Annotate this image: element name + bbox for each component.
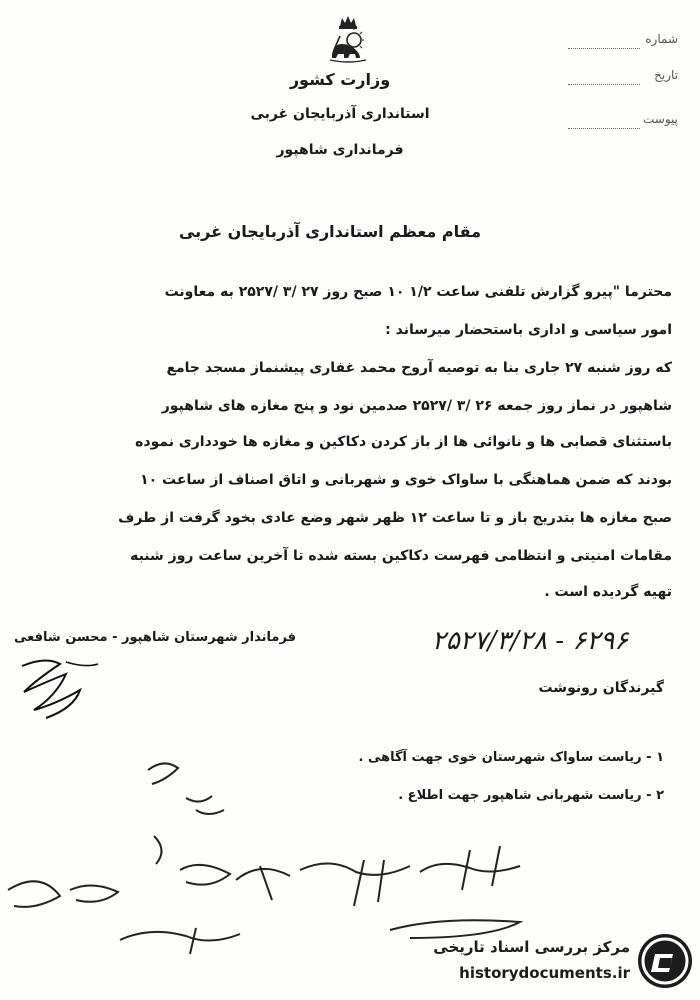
attachment-label: پیوست (643, 112, 678, 126)
copies-heading: گیرندگان رونوشت (538, 680, 664, 696)
date-field (568, 68, 678, 88)
body-line: باستثنای قصابی ها و نانوائی ها از باز کردن دکاکین و مغازه ها خودداری نموده (135, 434, 672, 450)
number-label: شماره (645, 32, 678, 46)
handwritten-reference: ۲۵۲۷/۳/۲۸ - ۶۲۹۶ (431, 626, 629, 656)
number-line (568, 48, 640, 49)
attachment-line (568, 128, 640, 129)
body-line: امور سیاسی و اداری باستحضار میرساند : (385, 322, 672, 338)
date-label: تاریخ (654, 68, 678, 82)
province-office: استانداری آذربایجان غربی (250, 106, 430, 122)
emblem-icon (326, 14, 370, 66)
body-line: محترما "پیرو گزارش تلفنی ساعت ۱/۲ ۱۰ صبح روز ۲۷ /۳ /۲۵۲۷ به معاونت (164, 284, 672, 300)
addressee-line: مقام معظم استانداری آذربایجان غربی (178, 222, 482, 241)
watermark (402, 930, 692, 992)
handwritten-annotations (0, 740, 560, 960)
body-line: مقامات امنیتی و انتظامی فهرست دکاکین بسته شده تا آخرین ساعت روز شنبه (130, 548, 672, 564)
body-line: تهیه گردیده است . (544, 584, 672, 600)
watermark-url: historydocuments.ir (459, 964, 630, 982)
date-line (568, 84, 640, 85)
number-field (568, 32, 678, 52)
copy-recipient: ۱ - ریاست ساواک شهرستان خوی جهت آگاهی . (358, 750, 664, 765)
watermark-org-name: مرکز بررسی اسناد تاریخی (433, 938, 630, 956)
attachment-field (568, 112, 678, 132)
ministry-name: وزارت کشور (289, 70, 391, 89)
county-office: فرمانداری شاهپور (276, 142, 404, 158)
body-line: صبح مغازه ها بتدریج باز و تا ساعت ۱۲ ظهر شهر وضع عادی بخود گرفت از طرف (118, 510, 672, 526)
copy-recipient: ۲ - ریاست شهربانی شاهپور جهت اطلاع . (398, 788, 664, 803)
archive-logo-icon (638, 934, 692, 988)
body-line: که روز شنبه ۲۷ جاری بنا به توصیه آروح محمد غفاری پیشنماز مسجد جامع (166, 360, 672, 376)
body-line: بودند که ضمن هماهنگی با ساواک خوی و شهربانی و اتاق اصناف از ساعت ۱۰ (140, 472, 672, 488)
body-line: شاهپور در نماز روز جمعه ۲۶ /۳ /۲۵۲۷ صدمین نود و پنج مغازه های شاهپور (161, 398, 672, 414)
signatory-name: فرماندار شهرستان شاهپور - محسن شافعی (14, 630, 297, 645)
handwritten-signature (16, 652, 106, 724)
